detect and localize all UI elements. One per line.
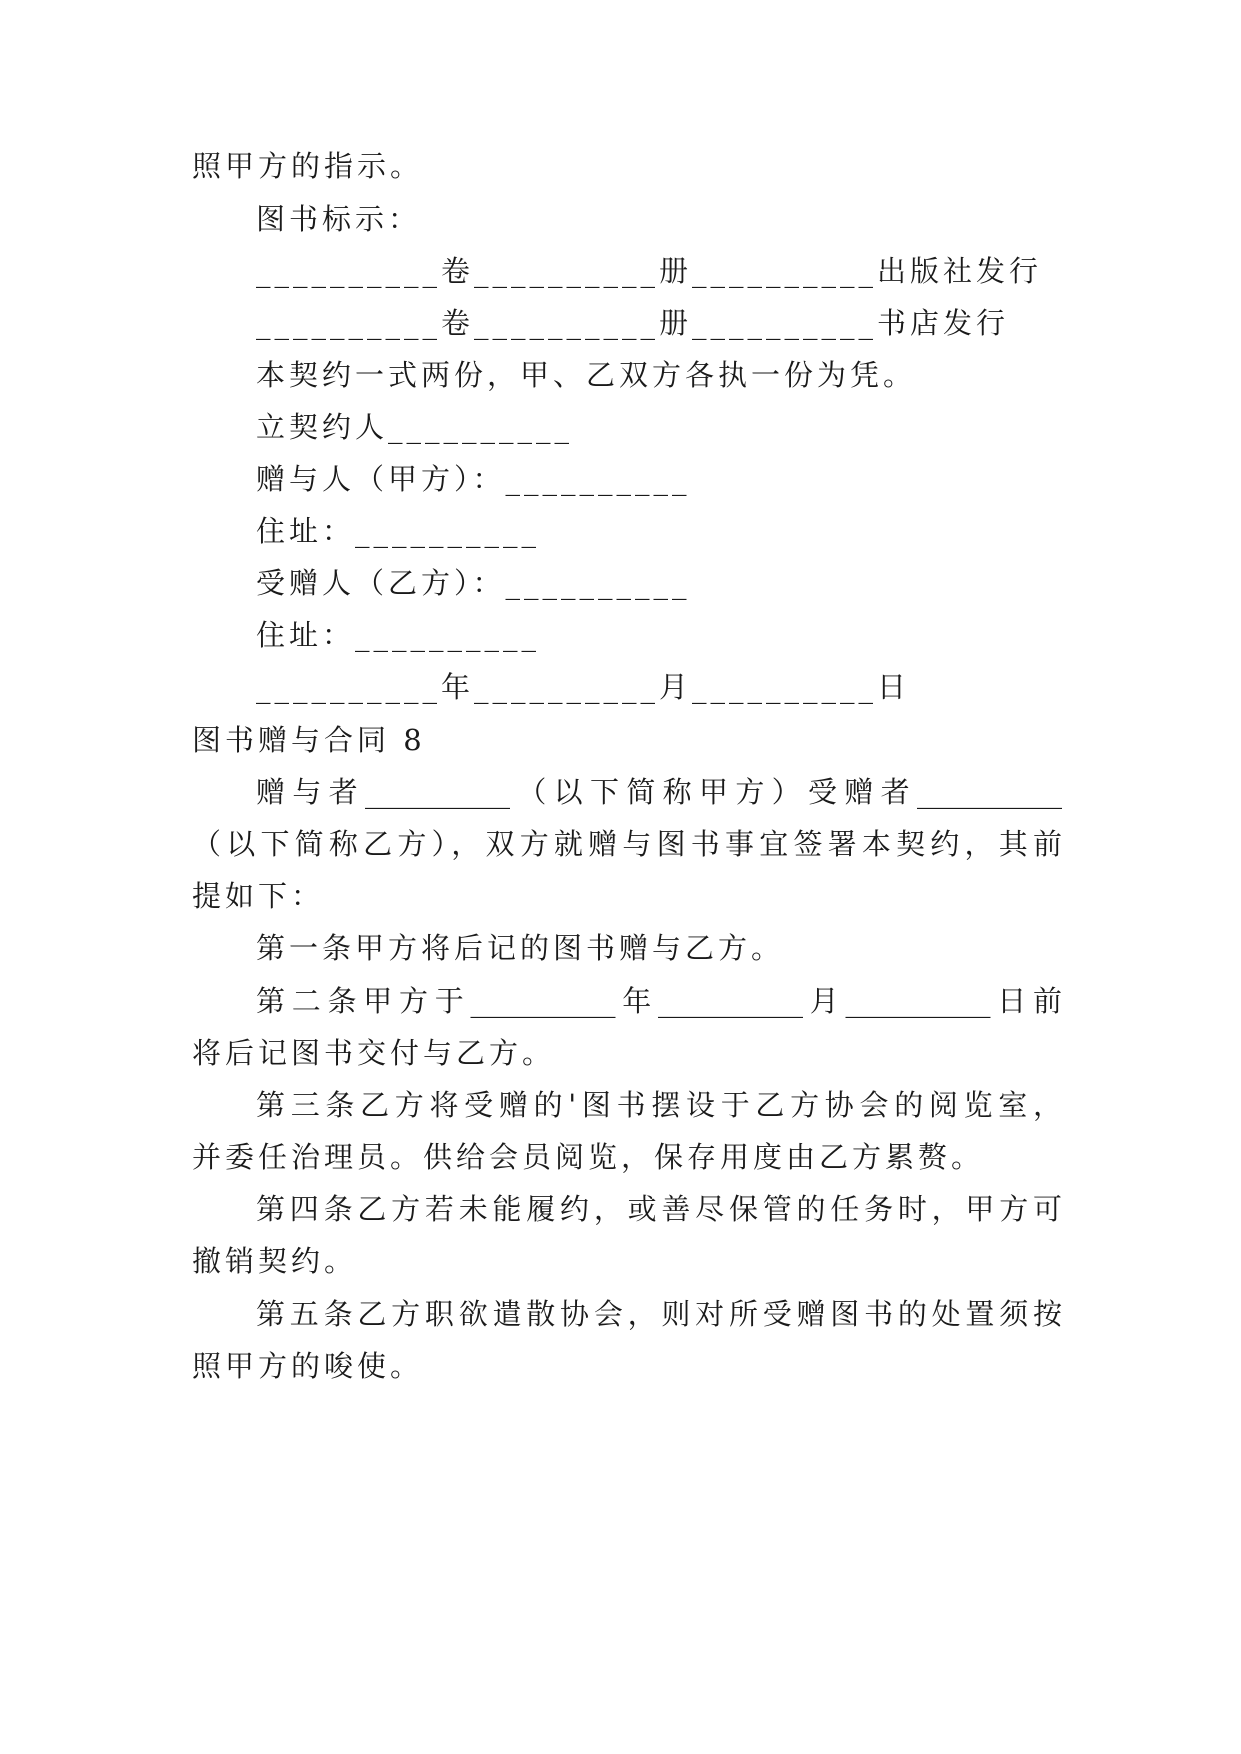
- section-heading: 图书赠与合同 8: [192, 723, 426, 757]
- text-line: 图书标示：: [256, 202, 422, 236]
- text-line: 本契约一式两份，甲、乙双方各执一份为凭。: [256, 358, 917, 392]
- text-line: 赠与人（甲方）：__________: [256, 462, 691, 496]
- text-line: 撤销契约。: [192, 1244, 358, 1278]
- text-line: __________卷__________册__________书店发行: [256, 306, 1010, 340]
- text-line: 第二条甲方于__________年__________月__________日前: [256, 984, 1062, 1018]
- text-line: 提如下：: [192, 879, 325, 913]
- text-line: __________卷__________册__________出版社发行: [256, 254, 1043, 288]
- text-line: 赠与者__________（以下简称甲方）受赠者__________: [256, 775, 1062, 809]
- text-line: 第四条乙方若未能履约，或善尽保管的任务时，甲方可: [256, 1192, 1062, 1226]
- text-line: 照甲方的指示。: [192, 149, 424, 183]
- text-line: 第一条甲方将后记的图书赠与乙方。: [256, 931, 785, 965]
- text-line: __________年__________月__________日: [256, 670, 911, 704]
- text-line: 第三条乙方将受赠的'图书摆设于乙方协会的阅览室，: [256, 1088, 1062, 1122]
- text-line: 第五条乙方职欲遣散协会，则对所受赠图书的处置须按: [256, 1297, 1062, 1331]
- text-line: 并委任治理员。供给会员阅览，保存用度由乙方累赘。: [192, 1140, 985, 1174]
- text-line: （以下简称乙方），双方就赠与图书事宜签署本契约，其前: [192, 827, 1062, 861]
- text-line: 住址：__________: [256, 514, 541, 548]
- text-line: 立契约人__________: [256, 410, 574, 444]
- text-line: 将后记图书交付与乙方。: [192, 1036, 556, 1070]
- text-line: 受赠人（乙方）：__________: [256, 566, 691, 600]
- text-line: 照甲方的唆使。: [192, 1349, 424, 1383]
- text-line: 住址：__________: [256, 618, 541, 652]
